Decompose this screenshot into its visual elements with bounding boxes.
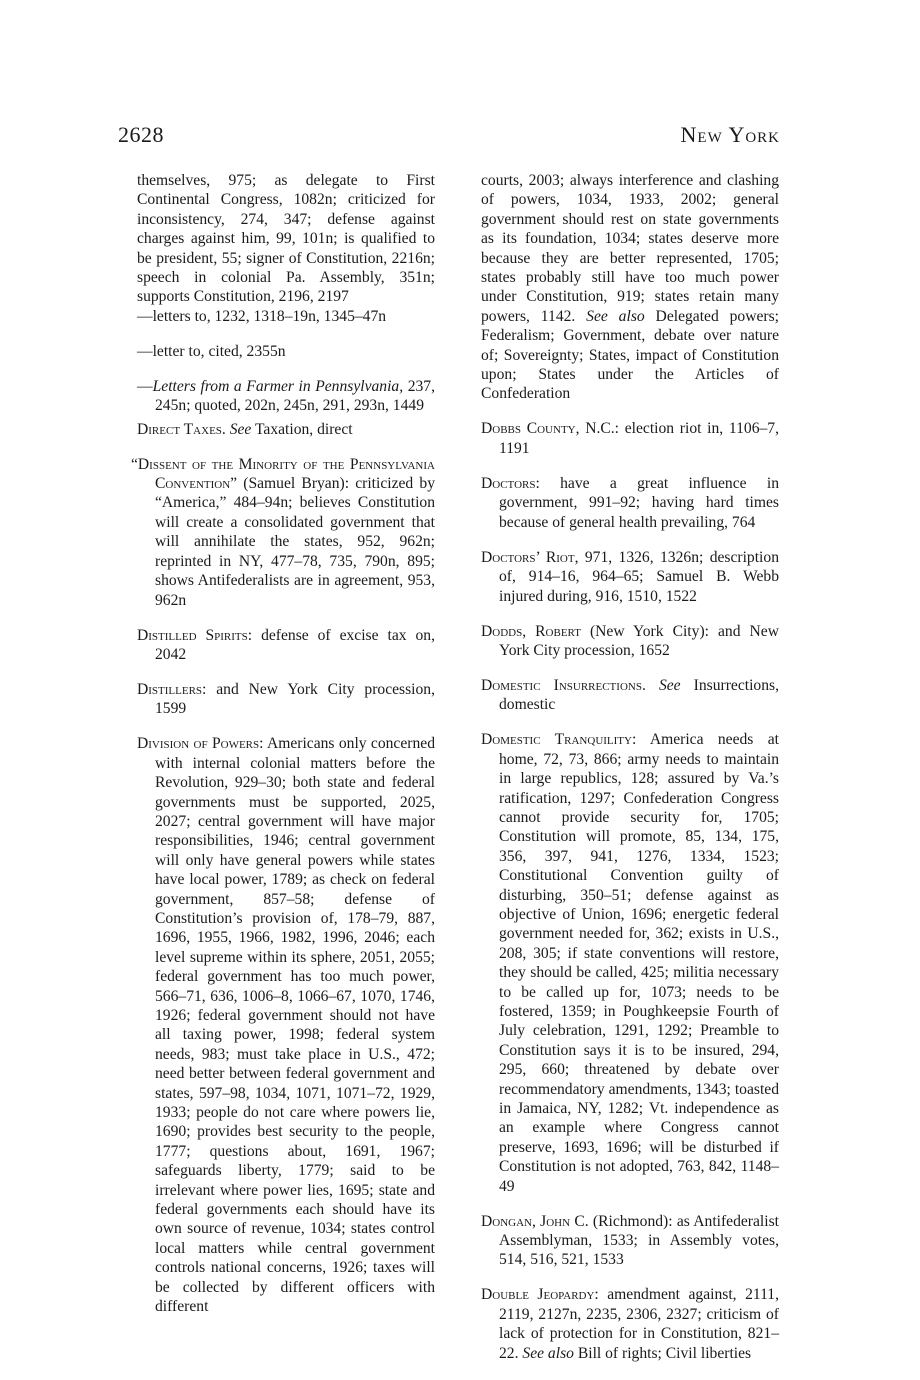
index-entry bbox=[131, 455, 435, 610]
entry-book-title: Letters from a Farmer in Pennsylvania, bbox=[152, 377, 404, 395]
entry-text: —letters to, 1232, 1318–19n, 1345–47n bbox=[137, 307, 387, 325]
entry-text: have a great influence in government, 991–92; having hard times because of general health prevailing, 764 bbox=[499, 474, 779, 531]
entry-text: (New York City): and New York City procession, 1652 bbox=[499, 622, 779, 659]
entry-text: Insurrections, domestic bbox=[499, 676, 779, 714]
entry-heading: Dodds, Robert bbox=[481, 622, 581, 640]
entry-text: and New York City procession, 1599 bbox=[155, 680, 435, 718]
entry-see: See bbox=[225, 420, 252, 438]
index-entry-continuation bbox=[137, 171, 435, 307]
entry-heading: Division of Powers: bbox=[137, 735, 264, 753]
entry-text: (Samuel Bryan): criticized by “America,” 484–94n; believes Constitution will create a consolidated government that will annihilate the states, 952, 962n; reprinted in NY, 477–78, 735, 790n, 895; shows Antifederalists are in agreement, 953, 962n bbox=[155, 475, 435, 609]
entry-heading: “Dissent of the Minority of the Pennsylvania Convention” bbox=[131, 455, 435, 493]
index-column-left bbox=[131, 171, 436, 1322]
index-entry bbox=[137, 680, 435, 719]
entry-text: themselves, 975; as delegate to First Continental Congress, 1082n; criticized for inconsistency, 274, 347; defense against charges against him, 99, 101n; is qualified to be president, 55; signer of Constitution, 2216n; speech in colonial Pa. Assembly, 351n; supports Constitution, 2196, 2197 bbox=[137, 172, 435, 306]
entry-heading: Dobbs County, N.C.: bbox=[481, 420, 620, 438]
entry-heading: Doctors: bbox=[481, 474, 540, 492]
index-entry bbox=[481, 676, 779, 715]
index-entry bbox=[481, 1285, 779, 1363]
entry-dash: — bbox=[137, 377, 153, 395]
entry-heading: Distillers: bbox=[137, 680, 207, 698]
entry-text: election riot in, 1106–7, 1191 bbox=[499, 420, 779, 457]
entry-text: 971, 1326, 1326n; description of, 914–16, 964–65; Samuel B. Webb injured during, 916, 1510, 1522 bbox=[499, 548, 779, 605]
index-entry bbox=[481, 419, 779, 458]
entry-heading: Domestic Insurrections. bbox=[481, 676, 646, 694]
entry-text: defense of excise tax on, 2042 bbox=[155, 626, 435, 663]
entry-text: Americans only concerned with internal colonial matters before the Revolution, 929–30; both state and federal governments must be supported, 2025, 2027; central government will have major responsibilities, 1946; central government will only have general powers while states have local power, 1789; as check on federal government, 857–58; defense of Constitution’s provision of, 178–79, 887, 1696, 1955, 1966, 1982, 1996, 2046; each level supreme within its sphere, 2051, 2055; federal government has too much power, 566–71, 636, 1006–8, 1066–67, 1070, 1746, 1926; federal government should not have all taxing power, 1998; federal system needs, 983; must take place in U.S., 472; need better between federal government and states, 597–98, 1034, 1071, 1071–72, 1929, 1933; people do not care where powers lie, 1690; provides best security to the people, 1777; questions about, 1691, 1967; safeguards liberty, 1779; said to be irrelevant where power lies, 1695; state and federal governments each should have its own source of revenue, 1034; states control local matters while central government controls national concerns, 1926; taxes will be collected by different officers with different bbox=[155, 735, 435, 1316]
index-entry bbox=[481, 474, 779, 532]
entry-text: Bill of rights; Civil liberties bbox=[573, 1344, 752, 1362]
entry-text: America needs at home, 72, 73, 866; army needs to maintain in large republics, 128; assured by Va.’s ratification, 1297; Confederation Congress cannot provide security for, 1705; Constitution will promote, 85, 134, 175, 356, 397, 941, 1276, 1334, 1523; Constitutional Convention guilty of disturbing, 350–51; defense against as objective of Union, 1696; energetic federal government needed for, 362; exists in U.S., 208, 305; if state conventions will restore, they should be called, 425; militia necessary to be called up for, 1073; needs to be fostered, 1359; in Poughkeepsie Fourth of July celebration, 1291, 1292; Preamble to Constitution says it is to be insured, 294, 295, 660; threatened by debate over recommendatory amendments, 1343; toasted in Jamaica, NY, 1282; Vt. independence as an example where Congress cannot preserve, 1693, 1696; will be disturbed if Constitution is not adopted, 763, 842, 1148–49 bbox=[499, 731, 779, 1195]
entry-heading: Dongan, John C. bbox=[481, 1212, 589, 1230]
running-head: New York bbox=[680, 122, 780, 147]
index-entry bbox=[137, 626, 435, 665]
entry-heading: Doctors’ Riot, bbox=[481, 548, 579, 566]
index-entry bbox=[137, 420, 435, 439]
entry-see: See bbox=[645, 676, 681, 694]
index-entry bbox=[137, 734, 435, 1316]
entry-text: 237, 245n; quoted, 202n, 245n, 291, 293n, 1449 bbox=[155, 377, 436, 415]
index-column-right bbox=[481, 171, 779, 1368]
index-subentry bbox=[137, 377, 435, 416]
index-entry bbox=[481, 730, 779, 1196]
entry-heading: Domestic Tranquility: bbox=[481, 731, 637, 749]
index-subentry bbox=[137, 342, 435, 361]
entry-text: Delegated powers; Federalism; Government, debate over nature of; Sovereignty; States, impact of Constitution upon; States under the Articles of Confederation bbox=[481, 307, 779, 403]
entry-text: —letter to, cited, 2355n bbox=[137, 342, 286, 360]
index-subentry bbox=[137, 307, 435, 326]
page-header bbox=[118, 122, 780, 152]
index-entry bbox=[481, 548, 779, 606]
index-entry bbox=[481, 1212, 779, 1270]
entry-heading: Direct Taxes. bbox=[137, 420, 226, 438]
entry-text: Taxation, direct bbox=[251, 420, 353, 438]
entry-see: See also bbox=[575, 307, 645, 325]
entry-see: See also bbox=[518, 1344, 574, 1362]
entry-text: courts, 2003; always interference and clashing of powers, 1034, 1933, 2002; general government should rest on state governments as its foundation, 1034; states deserve more because they are better represented, 1705; states probably still have too much power under Constitution, 919; states retain many powers, 1142. bbox=[481, 172, 779, 325]
entry-heading: Distilled Spirits: bbox=[137, 626, 253, 644]
index-entry-continuation bbox=[481, 171, 779, 404]
entry-heading: Double Jeopardy: bbox=[481, 1286, 599, 1304]
index-entry bbox=[481, 622, 779, 661]
entry-text: (Richmond): as Antifederalist Assemblyman, 1533; in Assembly votes, 514, 516, 521, 1533 bbox=[499, 1212, 779, 1269]
entry-text: amendment against, 2111, 2119, 2127n, 2235, 2306, 2327; criticism of lack of protection for in Constitution, 821–22. bbox=[499, 1286, 779, 1362]
page-number: 2628 bbox=[118, 122, 164, 147]
